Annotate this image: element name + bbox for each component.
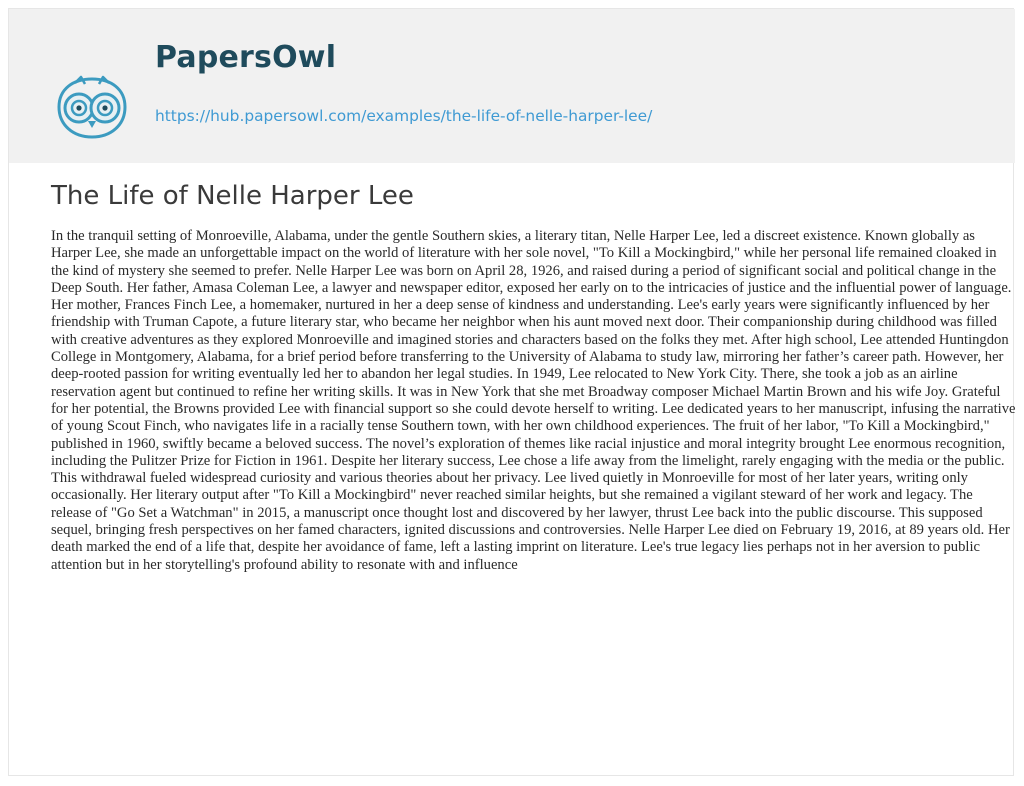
article-body: In the tranquil setting of Monroeville, Alabama, under the gentle Southern skies, a literary titan, Nelle Harper Lee, led a discreet existence. Known globally as Harper Lee, she made an unforgettable impact on the world of literature with her sole novel, "To Kill a Mockingbird," while her personal life remained cloaked in the kind of mystery she seemed to prefer. Nelle Harper Lee was born on April 28, 1926, and raised during a period of significant social and political change in the Deep South. Her father, Amasa Coleman Lee, a lawyer and newspaper editor, exposed her early on to the intricacies of justice and the influential power of language. Her mother, Frances Finch Lee, a homemaker, nurtured in her a deep sense of kindness and understanding. Lee's early years were significantly influenced by her friendship with Truman Capote, a future literary star, who became her neighbor when his aunt moved next door. Their companionship during childhood was filled with creative adventures as they explored Monroeville and imagined stories and characters based on the folks they met. After high school, Lee attended Huntingdon College in Montgomery, Alabama, for a brief period before transferring to the University of Alabama to study law, mirroring her father’s career path. However, her deep-rooted passion for writing eventually led her to abandon her legal studies. In 1949, Lee relocated to New York City. There, she took a job as an airline reservation agent but continued to refine her writing skills. It was in New York that she met Broadway composer Michael Martin Brown and his wife Joy. Grateful for her potential, the Browns provided Lee with financial support so she could devote herself to writing. Lee dedicated years to her manuscript, infusing the narrative of young Scout Finch, who navigates life in a racially tense Southern town, with her own childhood experiences. The fruit of her labor, "To Kill a Mockingbird," published in 1960, swiftly became a beloved success. The novel’s exploration of themes like racial injustice and moral integrity brought Lee enormous recognition, including the Pulitzer Prize for Fiction in 1961. Despite her literary success, Lee chose a life away from the limelight, rarely engaging with the media or the public. This withdrawal fueled widespread curiosity and various theories about her privacy. Lee lived quietly in Monroeville for most of her later years, writing only occasionally. Her literary output after "To Kill a Mockingbird" never reached similar heights, but she remained a vigilant steward of her work and legacy. The release of "Go Set a Watchman" in 2015, a manuscript once thought lost and discovered by her lawyer, thrust Lee back into the public discourse. This supposed sequel, bringing fresh perspectives on her famed characters, ignited discussions and controversies. Nelle Harper Lee died on February 19, 2016, at 89 years old. Her death marked the end of a life that, despite her avoidance of fame, left a lasting imprint on literature. Lee's true legacy lies perhaps not in her aversion to public attention but in her storytelling's profound ability to resonate with and influence xyxy=(51,228,1016,573)
page-header xyxy=(9,9,1015,163)
document-page xyxy=(8,8,1014,776)
page-title: The Life of Nelle Harper Lee xyxy=(51,181,414,211)
owl-logo-icon xyxy=(53,75,131,141)
brand-name: PapersOwl xyxy=(155,40,337,75)
source-url-link[interactable]: https://hub.papersowl.com/examples/the-life-of-nelle-harper-lee/ xyxy=(155,107,653,125)
